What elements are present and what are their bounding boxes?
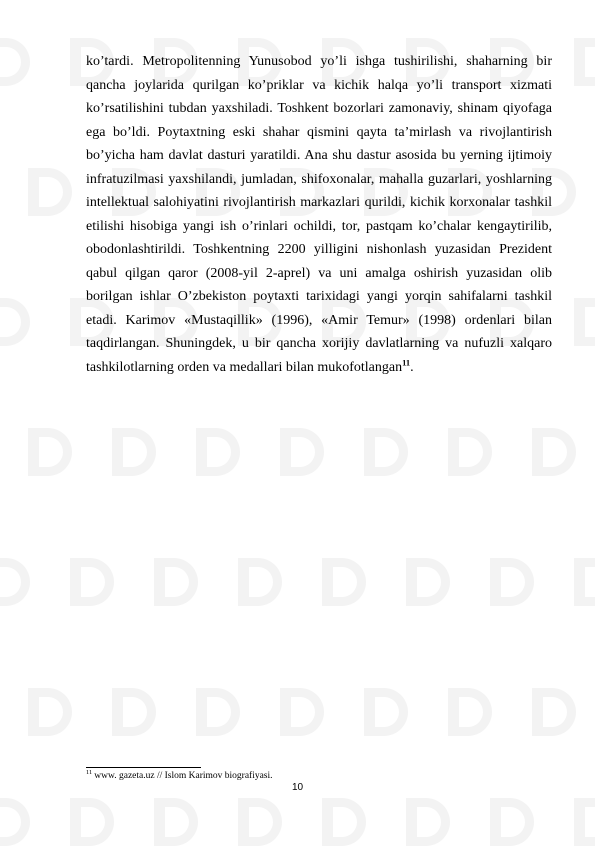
paragraph-end: . [410, 359, 414, 375]
footnote-reference[interactable]: 11 [402, 356, 411, 367]
footnote [86, 770, 552, 782]
body-paragraph [86, 50, 552, 379]
document-body [86, 50, 552, 379]
paragraph-text: ko’tardi. Metropolitenning Yunusobod yo’li ishga tushirilishi, shaharning bir qancha joylarida qurilgan ko’priklar va kichik halqa yo’li transport xizmati ko’rsatilishini tubdan yaxshiladi. Toshkent bozorlari zamonaviy, shinam qiyofaga ega bo’ldi. Poytaxtning eski shahar qismini qayta ta’mirlash va rivojlantirish bo’yicha ham davlat dasturi yaratildi. Ana shu dastur asosida bu yerning ijtimoiy infratuzilmasi yaxshilandi, jumladan, shifoxonalar, mahalla guzarlari, yoshlarning intellektual salohiyatini rivojlantirish markazlari qurildi, kichik korxonalar tashkil etilishi hisobiga yangi ish o’rinlari ochildi, tor, pastqam ko’chalar kengaytirilib, obodonlashtirildi. Toshkentning 2200 yilligini nishonlash yuzasidan Prezident qabul qilgan qaror (2008-yil 2-aprel) va uni amalga oshirish yuzasidan olib borilgan ishlar O’zbekiston poytaxti tarixidagi yangi yorqin sahifalarni tashkil etadi. Karimov «Mustaqillik» (1996), «Amir Temur» (1998) ordenlari bilan taqdirlangan. Shuningdek, u bir qancha xorijiy davlatlarning va nufuzli xalqaro tashkilotlarning orden va medallari bilan mukofotlangan [86, 54, 552, 375]
footnote-separator [86, 767, 201, 768]
page-number: 10 [291, 782, 304, 793]
footnote-text: www. gazeta.uz // Islom Karimov biografiyasi. [94, 771, 273, 781]
footnote-number: 11 [86, 768, 93, 776]
